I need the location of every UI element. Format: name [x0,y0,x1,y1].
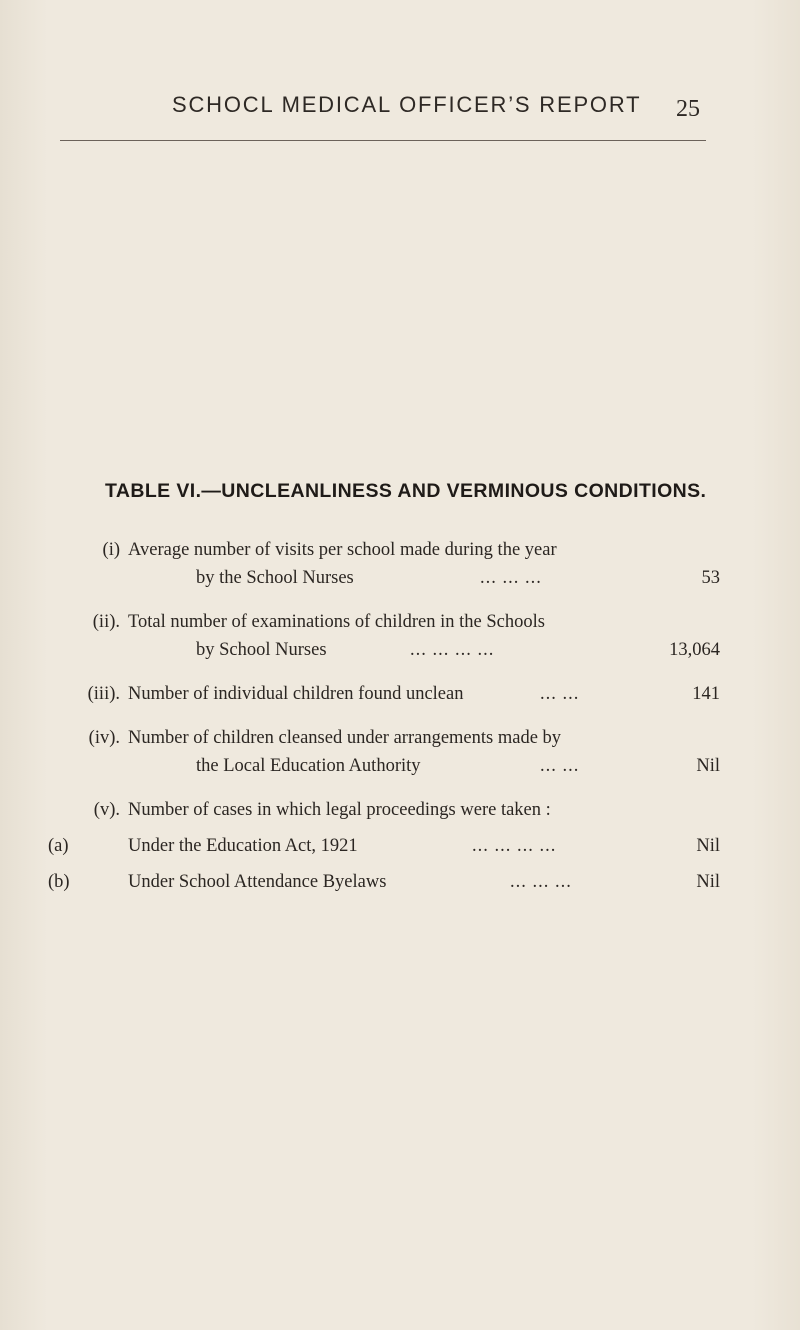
leader-dots: ... ... [540,756,580,776]
row-value: 141 [692,684,720,704]
row-number: (b) [48,872,70,892]
leader-dots: ... ... ... ... [410,640,495,660]
row-value: Nil [696,836,720,856]
row-description-continued: by School Nurses [196,640,327,660]
running-head-title: SCHOCL MEDICAL OFFICER’S REPORT [172,92,642,117]
row-description: Total number of examinations of children in the Schools [128,612,545,632]
leader-dots: ... ... [540,684,580,704]
row-value: Nil [696,872,720,892]
row-number: (i) [102,540,120,560]
row-description: Under School Attendance Byelaws [128,872,387,892]
row-number: (iv). [88,728,120,748]
leader-dots: ... ... ... [480,568,542,588]
row-description: Average number of visits per school made during the year [128,540,557,560]
row-value: 53 [701,568,720,588]
leader-dots: ... ... ... [510,872,572,892]
row-description: Number of individual children found unclean [128,684,464,704]
page-number: 25 [676,96,700,122]
row-description: Under the Education Act, 1921 [128,836,358,856]
leader-dots: ... ... ... ... [472,836,557,856]
row-number: (v). [93,800,120,820]
row-description-continued: by the School Nurses [196,568,354,588]
row-number: (ii). [92,612,120,632]
row-value: Nil [696,756,720,776]
row-description-continued: the Local Education Authority [196,756,421,776]
row-description: Number of cases in which legal proceedings were taken : [128,800,551,820]
row-value: 13,064 [669,640,720,660]
table-title: TABLE VI.—UNCLEANLINESS AND VERMINOUS CONDITIONS. [105,480,707,502]
row-description: Number of children cleansed under arrangements made by [128,728,562,748]
row-number: (iii). [87,684,120,704]
header-rule [60,140,706,141]
row-number: (a) [48,836,69,856]
